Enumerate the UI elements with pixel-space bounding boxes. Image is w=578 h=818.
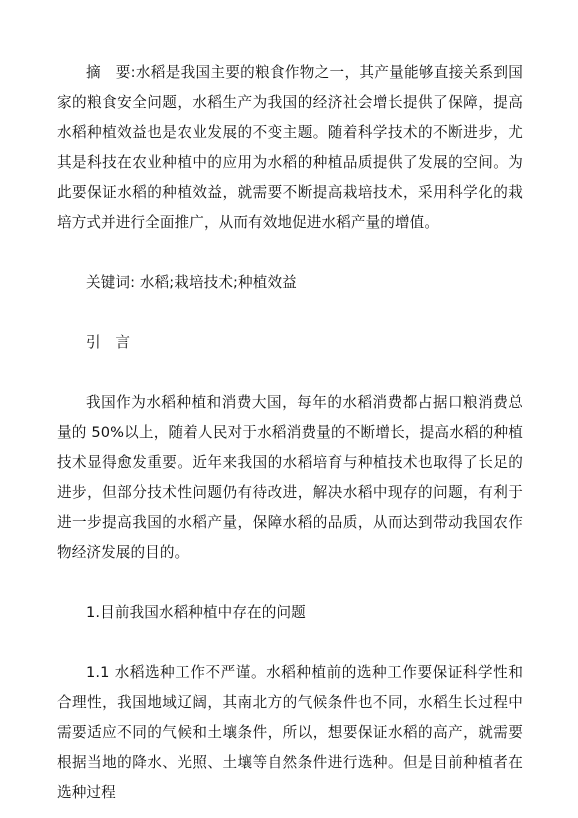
abstract-text: 水稻是我国主要的粮食作物之一，其产量能够直接关系到国家的粮食安全问题，水稻生产为我国的经济社会增长提供了保障，提高水稻种植效益也是农业发展的不变主题。随着科学技术的不断进步，尤其是科技在农业种植中的应用为水稻的种植品质提供了发展的空间。为此要保证水稻的种植效益，就需要不断提高栽培技术，采用科学化的栽培方式并进行全面推广，从而有效地促进水稻产量的增值。 <box>57 64 523 231</box>
abstract-label: 摘 要: <box>86 64 136 81</box>
abstract-paragraph <box>57 58 523 238</box>
keywords-text: 水稻;栽培技术;种植效益 <box>139 274 297 291</box>
keywords-label: 关键词: <box>86 274 136 291</box>
intro-heading: 引 言 <box>86 334 131 351</box>
subsection-text: 水稻种植前的选种工作要保证科学性和合理性，我国地域辽阔，其南北方的气候条件也不同，水稻生长过程中需要适应不同的气候和土壤条件，所以，想要保证水稻的高产，就需要根据当地的降水、光照、土壤等自然条件进行选种。但是目前种植者在选种过程 <box>57 664 524 801</box>
subsection-label: 1.1 水稻选种工作不严谨。 <box>86 664 267 681</box>
subsection-paragraph <box>57 658 523 808</box>
intro-paragraph: 我国作为水稻种植和消费大国，每年的水稻消费都占据口粮消费总量的 50%以上，随着人民对于水稻消费量的不断增长，提高水稻的种植技术显得愈发重要。近年来我国的水稻培育与种植技术也取得了长足的进步，但部分技术性问题仍有待改进，解决水稻中现存的问题，有利于进一步提高我国的水稻产量，保障水稻的品质，从而达到带动我国农作物经济发展的目的。 <box>57 394 523 561</box>
document-page <box>57 58 523 808</box>
keywords-paragraph <box>57 268 523 298</box>
section-heading: 1.目前我国水稻种植中存在的问题 <box>86 604 306 621</box>
